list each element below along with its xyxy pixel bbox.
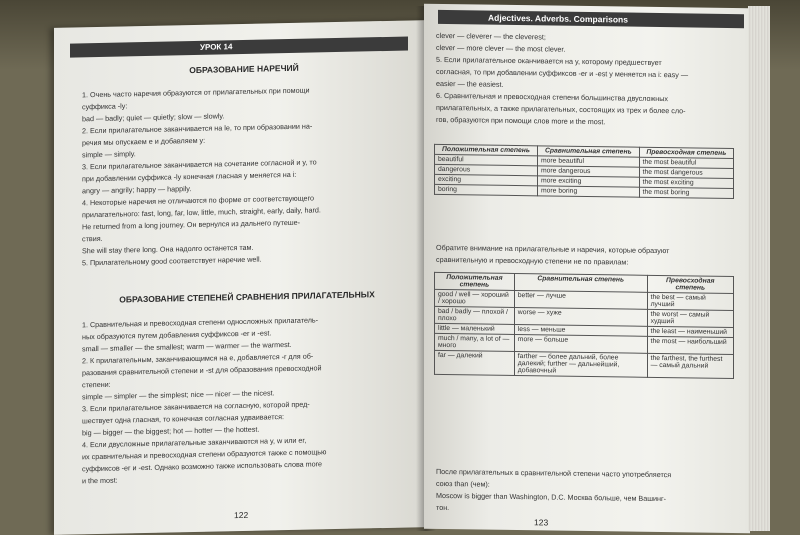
text-line: 4. Если двусложные прилагательные заканчиваются на y, w или er, <box>82 435 307 450</box>
example-line: clever — more clever — the most clever. <box>436 42 566 54</box>
example-line: clever — cleverer — the cleverest; <box>436 30 546 42</box>
table-cell: little — маленький <box>435 323 515 334</box>
text-line: согласная, то при добавлении суффиксов -er и -est y меняется на i: easy — <box>436 66 689 80</box>
table-header-cell: Положительная степень <box>435 144 538 155</box>
table-cell: the most boring <box>639 187 733 198</box>
text-line: речия мы опускаем e и добавляем y: <box>82 135 206 148</box>
table-cell: far — далекий <box>435 350 515 375</box>
table-cell: the farthest, the furthest — самый дальний <box>647 353 733 378</box>
example-line: big — bigger — the biggest; hot — hotter — the hottest. <box>82 424 260 438</box>
text-line: 2. К прилагательным, заканчивающимся на e, добавляется -r для об- <box>82 351 314 366</box>
text-line: 5. Прилагательному good соответствует наречие well. <box>82 254 262 268</box>
example-line: ствия. <box>82 233 103 244</box>
text-line: гов, образуются при помощи слов more и the most. <box>436 114 606 127</box>
table-cell: better — лучше <box>514 290 647 309</box>
left-text-block-2 <box>82 312 422 487</box>
example-line: She will stay there long. Она надолго останется там. <box>82 242 254 256</box>
text-line: ных образуются путем добавления суффиксов -er и -est. <box>82 328 272 342</box>
text-line: 5. Если прилагательное оканчивается на y, которому предшествует <box>436 54 662 68</box>
text-line: 1. Сравнительная и превосходная степени односложных прилагатель- <box>82 315 319 330</box>
table-cell: boring <box>435 184 538 195</box>
text-line: суффикса -ly: <box>82 101 128 112</box>
right-page-header: Adjectives. Adverbs. Comparisons <box>438 10 744 28</box>
text-line: степени: <box>82 379 111 390</box>
table-cell: more — больше <box>514 334 647 353</box>
table-header-cell: Превосходная степень <box>639 147 733 158</box>
text-line: при добавлении суффикса -ly конечная гласная y меняется на i: <box>82 169 297 184</box>
comparison-table-irregular <box>434 272 734 379</box>
right-text-block-1 <box>436 30 736 130</box>
left-text-block-1 <box>82 82 422 269</box>
text-line: 1. Очень часто наречия образуются от прилагательных при помощи <box>82 85 310 100</box>
right-text-block-2 <box>436 242 736 270</box>
section-title-comparison: ОБРАЗОВАНИЕ СТЕПЕНЕЙ СРАВНЕНИЯ ПРИЛАГАТЕЛЬНЫХ <box>119 289 375 305</box>
text-line: 6. Сравнительная и превосходная степени большинства двусложных <box>436 90 668 104</box>
page-number-left: 122 <box>234 509 249 521</box>
open-book <box>40 6 780 531</box>
table-cell: less — меньше <box>514 324 647 336</box>
text-line: 2. Если прилагательное заканчивается на le, то при образовании на- <box>82 121 313 136</box>
table-cell: good / well — хороший / хорошо <box>435 289 515 307</box>
text-line: После прилагательных в сравнительной степени часто употребляется <box>436 466 672 480</box>
page-number-right: 123 <box>534 517 549 528</box>
table-cell: the best — самый лучший <box>647 292 733 310</box>
table-cell: the most dangerous <box>639 167 733 178</box>
table-cell: more dangerous <box>537 166 639 177</box>
comparison-table-regular <box>434 144 734 199</box>
table-cell: worse — хуже <box>514 307 647 326</box>
table-row <box>435 350 734 378</box>
text-line: их сравнительная и превосходная степени образуются также с помощью <box>82 447 327 462</box>
text-line: 3. Если прилагательное заканчивается на сочетание согласной и y, то <box>82 157 317 172</box>
text-line: прилагательных, а также прилагательных, состоящих из трех и более сло- <box>436 102 686 116</box>
section-title-adverbs: ОБРАЗОВАНИЕ НАРЕЧИЙ <box>189 62 299 76</box>
text-line: прилагательного: fast, long, far, low, little, much, straight, early, daily, hard. <box>82 205 321 220</box>
page-edges <box>748 6 770 531</box>
table-cell: dangerous <box>435 164 538 175</box>
text-line: суффиксов -er и -est. Однако возможно также использовать слова more <box>82 459 323 474</box>
table-cell: bad / badly — плохой / плохо <box>435 306 515 324</box>
table-cell: more boring <box>537 186 639 197</box>
table-cell: the least — наименьший <box>647 326 733 337</box>
text-line: шествует одна гласная, то конечная согласная удваивается: <box>82 412 284 426</box>
table-cell: much / many, a lot of — много <box>435 333 515 351</box>
text-line: 4. Некоторые наречия не отличаются по форме от соответствующего <box>82 193 314 208</box>
table-header-cell: Превосходная степень <box>647 275 733 293</box>
table-cell: the most beautiful <box>639 157 733 168</box>
left-page-header: УРОК 14 <box>70 37 408 58</box>
right-page <box>424 4 750 534</box>
example-line: тон. <box>436 502 450 513</box>
table-cell: more beautiful <box>537 156 639 167</box>
example-line: He returned from a long journey. Он вернулся из дальнего путеше- <box>82 217 301 232</box>
table-cell: farther — более дальний, более далекий; further — дальнейший, добавочный <box>514 351 647 377</box>
table-header-cell: Сравнительная степень <box>537 146 639 157</box>
right-text-block-3 <box>436 466 736 518</box>
example-line: bad — badly; quiet — quietly; slow — slowly. <box>82 111 225 124</box>
text-line: разования сравнительной степени и -st для образования превосходной <box>82 363 322 378</box>
table-header-cell: Сравнительная степень <box>514 273 647 292</box>
text-line: сравнительную и превосходную степени не по правилам: <box>436 254 629 267</box>
text-line: Обратите внимание на прилагательные и наречия, которые образуют <box>436 242 670 256</box>
text-line: союз than (чем): <box>436 478 490 489</box>
table-header-cell: Положительная степень <box>435 272 515 290</box>
table-cell: beautiful <box>435 154 538 165</box>
table-cell: the most exciting <box>639 177 733 188</box>
table-cell: the most — наибольший <box>647 336 733 354</box>
text-line: easier — the easiest. <box>436 78 504 89</box>
example-line: simple — simpler — the simplest; nice — nicer — the nicest. <box>82 388 275 402</box>
text-line: 3. Если прилагательное заканчивается на согласную, которой пред- <box>82 399 310 414</box>
text-line: и the most: <box>82 475 118 486</box>
example-line: angry — angrily; happy — happily. <box>82 184 192 196</box>
table-cell: exciting <box>435 174 538 185</box>
example-line: simple — simply. <box>82 149 136 160</box>
example-line: Moscow is bigger than Washington, D.C. Москва больше, чем Вашинг- <box>436 490 666 504</box>
example-line: small — smaller — the smallest; warm — warmer — the warmest. <box>82 339 292 354</box>
left-page <box>54 20 428 535</box>
table-cell: the worst — самый худший <box>647 309 733 327</box>
table-cell: more exciting <box>537 176 639 187</box>
